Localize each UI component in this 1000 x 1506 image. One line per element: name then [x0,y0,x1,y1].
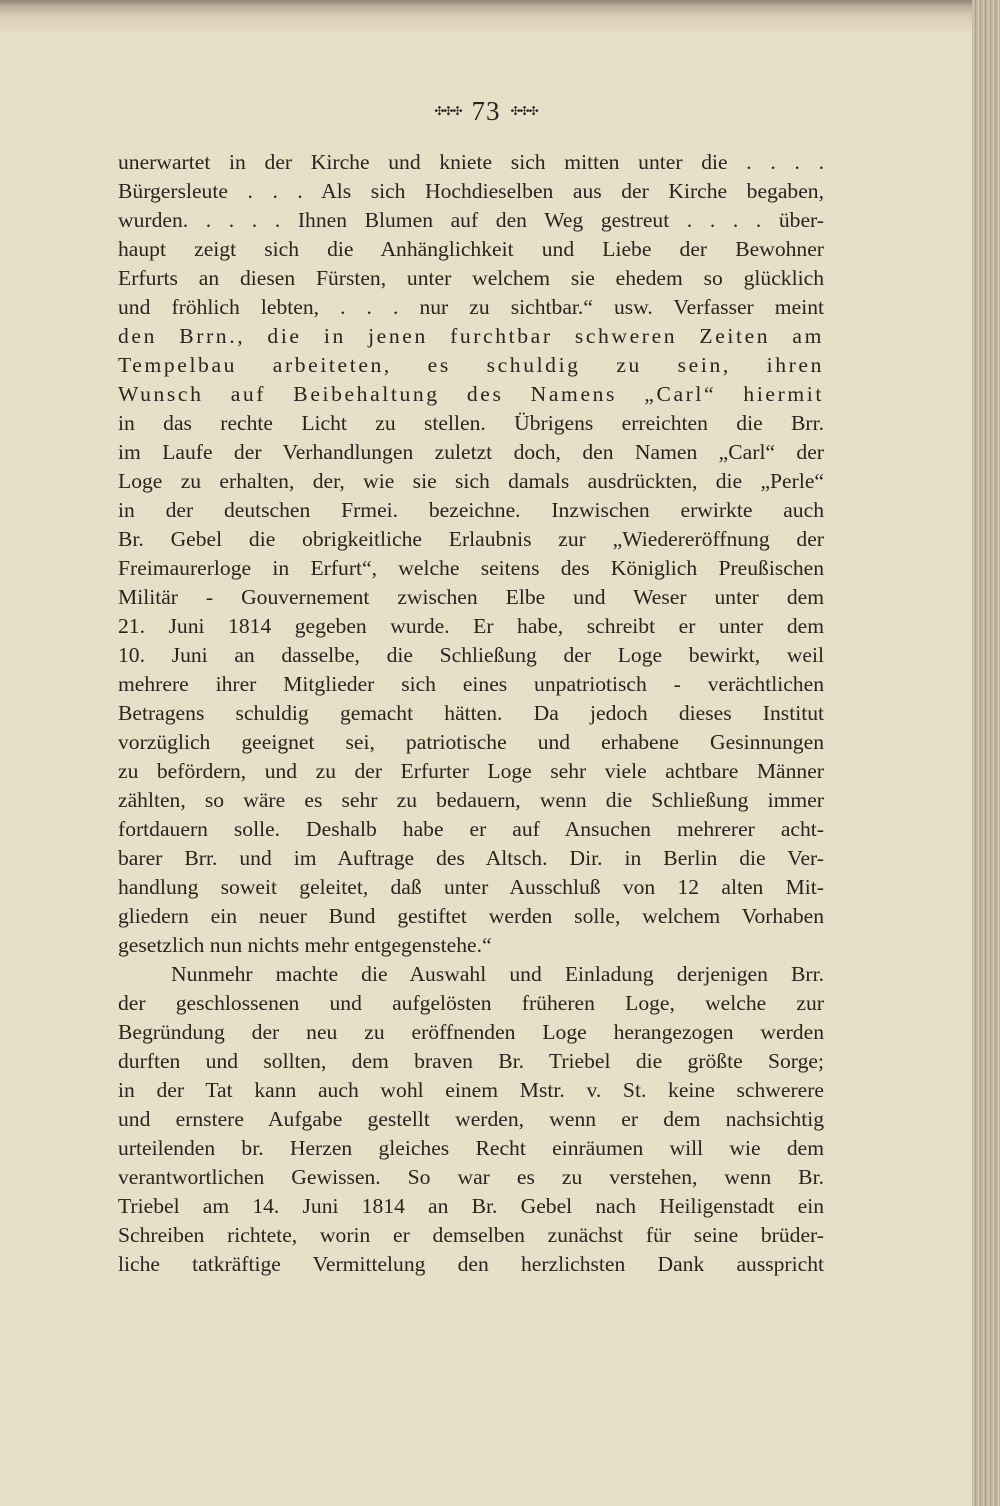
text-line: Militär - Gouvernement zwischen Elbe und Weser unter dem [118,585,824,609]
text-line: Bürgersleute . . . Als sich Hochdieselben aus der Kirche begaben, [118,179,824,203]
body-text [118,148,824,1279]
text-line: liche tatkräftige Vermittelung den herzlichsten Dank ausspricht [118,1252,824,1276]
text-line-spaced: Tempelbau arbeiteten, es schuldig zu sein, ihren [118,353,824,377]
text-line: Betragens schuldig gemacht hätten. Da jedoch dieses Institut [118,701,824,725]
text-line: Begründung der neu zu eröffnenden Loge herangezogen werden [118,1020,824,1044]
text-line: haupt zeigt sich die Anhänglichkeit und Liebe der Bewohner [118,237,824,261]
ornament-right: ✣✣✣ [510,104,538,118]
text-line: gliedern ein neuer Bund gestiftet werden solle, welchem Vorhaben [118,904,824,928]
text-line: Loge zu erhalten, der, wie sie sich damals ausdrückten, die „Perle“ [118,469,824,493]
running-head [0,96,972,127]
text-line: durften und sollten, dem braven Br. Triebel die größte Sorge; [118,1049,824,1073]
text-line: in der Tat kann auch wohl einem Mstr. v. St. keine schwerere [118,1078,824,1102]
text-line: der geschlossenen und aufgelösten früheren Loge, welche zur [118,991,824,1015]
text-line: und ernstere Aufgabe gestellt werden, wenn er dem nachsichtig [118,1107,824,1131]
text-line: handlung soweit geleitet, daß unter Ausschluß von 12 alten Mit- [118,875,824,899]
text-line: unerwartet in der Kirche und kniete sich mitten unter die . . . . [118,150,824,174]
ornament-left: ✣✣✣ [434,104,462,118]
paragraph-start-line: Nunmehr machte die Auswahl und Einladung derjenigen Brr. [171,962,824,986]
text-line: 21. Juni 1814 gegeben wurde. Er habe, schreibt er unter dem [118,614,824,638]
paragraph-end-line: gesetzlich nun nichts mehr entgegenstehe.“ [118,933,492,957]
text-line: barer Brr. und im Auftrage des Altsch. Dir. in Berlin die Ver- [118,846,824,870]
text-line: wurden. . . . . Ihnen Blumen auf den Weg gestreut . . . . über- [118,208,824,232]
text-line: Triebel am 14. Juni 1814 an Br. Gebel nach Heiligenstadt ein [118,1194,824,1218]
text-line: Freimaurerloge in Erfurt“, welche seitens des Königlich Preußischen [118,556,824,580]
text-line-spaced: den Brrn., die in jenen furchtbar schweren Zeiten am [118,324,824,348]
book-page-edges [972,0,1000,1506]
text-line: in das rechte Licht zu stellen. Übrigens erreichten die Brr. [118,411,824,435]
page-number: 73 [471,96,501,126]
text-line: Erfurts an diesen Fürsten, unter welchem sie ehedem so glücklich [118,266,824,290]
text-line: zu befördern, und zu der Erfurter Loge sehr viele achtbare Männer [118,759,824,783]
text-line: mehrere ihrer Mitglieder sich eines unpatriotisch - verächtlichen [118,672,824,696]
text-line: und fröhlich lebten, . . . nur zu sichtbar.“ usw. Verfasser meint [118,295,824,319]
text-line: fortdauern solle. Deshalb habe er auf Ansuchen mehrerer acht- [118,817,824,841]
text-line: urteilenden br. Herzen gleiches Recht einräumen will wie dem [118,1136,824,1160]
text-line-spaced: Wunsch auf Beibehaltung des Namens „Carl“ hiermit [118,382,824,406]
text-line: Schreiben richtete, worin er demselben zunächst für seine brüder- [118,1223,824,1247]
text-line: im Laufe der Verhandlungen zuletzt doch, den Namen „Carl“ der [118,440,824,464]
text-line: Br. Gebel die obrigkeitliche Erlaubnis zur „Wiedereröffnung der [118,527,824,551]
text-line: verantwortlichen Gewissen. So war es zu verstehen, wenn Br. [118,1165,824,1189]
text-line: zählten, so wäre es sehr zu bedauern, wenn die Schließung immer [118,788,824,812]
text-line: 10. Juni an dasselbe, die Schließung der Loge bewirkt, weil [118,643,824,667]
text-line: vorzüglich geeignet sei, patriotische und erhabene Gesinnungen [118,730,824,754]
text-line: in der deutschen Frmei. bezeichne. Inzwischen erwirkte auch [118,498,824,522]
page-top-edge [0,0,1000,36]
